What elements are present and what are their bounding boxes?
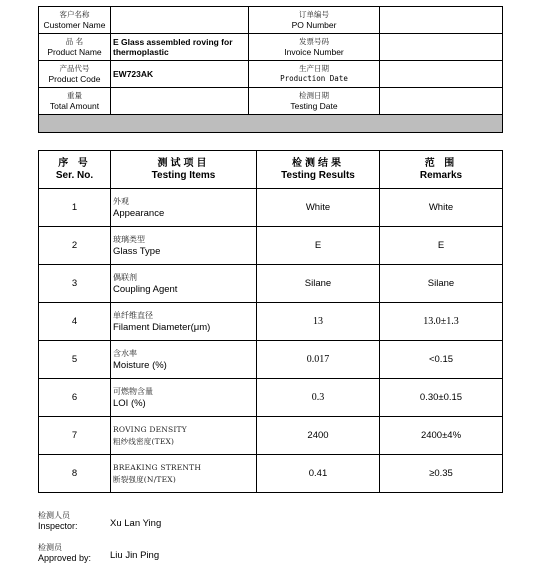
product-code-label-cn: 产品代号: [59, 64, 90, 73]
ser-no-cell: 3: [39, 265, 111, 303]
testing-item-cell: [111, 417, 257, 455]
inspector-label-en: Inspector:: [38, 521, 78, 531]
ser-no-cell: 2: [39, 227, 111, 265]
item-name-cn: 可燃物含量: [113, 386, 153, 396]
testing-result-cell: Silane: [257, 265, 380, 303]
product-name-value: E Glass assembled roving for thermoplastic: [111, 34, 249, 61]
gray-separator-row: [39, 115, 503, 133]
table-row: [39, 189, 503, 227]
remark-cell: E: [380, 227, 503, 265]
table-row: [39, 341, 503, 379]
item-name-secondary: 粗纱线密度(TEX): [113, 436, 175, 446]
production-date-label-cn: 生产日期: [299, 64, 329, 73]
item-name-cn: 单纤维直径: [113, 310, 153, 320]
item-name-cn: 含水率: [113, 348, 137, 358]
testing-date-value: [380, 88, 503, 115]
testing-item-cell: [111, 189, 257, 227]
col-header-testing-items-en: Testing Items: [151, 169, 216, 181]
product-code-value: EW723AK: [111, 61, 249, 88]
po-number-label: [249, 7, 380, 34]
item-name-cn: 玻璃类型: [113, 234, 145, 244]
testing-date-label: [249, 88, 380, 115]
gray-separator-bar: [39, 115, 503, 133]
testing-result-cell: White: [257, 189, 380, 227]
item-name-primary: BREAKING STRENTH: [113, 462, 202, 472]
invoice-number-value: [380, 34, 503, 61]
testing-item-cell: [111, 227, 257, 265]
col-header-ser-no-cn: 序 号: [58, 157, 91, 169]
col-header-remarks: [380, 151, 503, 189]
testing-result-cell: E: [257, 227, 380, 265]
product-name-label-cn: 品 名: [65, 37, 84, 46]
table-row: [39, 379, 503, 417]
invoice-number-label-cn: 发票号码: [299, 37, 329, 46]
item-name-secondary: 断裂强度(N/TEX): [113, 474, 176, 484]
col-header-testing-results-cn: 检测结果: [292, 157, 344, 169]
ser-no-cell: 5: [39, 341, 111, 379]
testing-date-label-cn: 检测日期: [299, 91, 329, 100]
item-name-en: Filament Diameter(μm): [113, 321, 211, 333]
table-row: [39, 265, 503, 303]
remark-cell: Silane: [380, 265, 503, 303]
remark-cell: White: [380, 189, 503, 227]
table-row: [39, 417, 503, 455]
approver-name: Liu Jin Ping: [110, 550, 160, 561]
customer-name-label: [39, 7, 111, 34]
testing-result-cell: 13: [257, 303, 380, 341]
table-row: [39, 455, 503, 493]
production-date-value: [380, 61, 503, 88]
product-code-row: [39, 61, 503, 88]
col-header-remarks-cn: 范 围: [424, 157, 458, 169]
approver-label-en: Approved by:: [38, 553, 92, 563]
invoice-number-label: [249, 34, 380, 61]
testing-result-cell: 0.017: [257, 341, 380, 379]
testing-items-table: [38, 150, 503, 493]
approver-label: [38, 542, 104, 564]
table-row: [39, 303, 503, 341]
item-name-cn: 外观: [113, 196, 129, 206]
customer-name-value: [111, 7, 249, 34]
col-header-remarks-en: Remarks: [419, 169, 463, 181]
testing-item-cell: [111, 341, 257, 379]
testing-item-cell: [111, 455, 257, 493]
invoice-number-label-en: Invoice Number: [284, 47, 344, 57]
ser-no-cell: 1: [39, 189, 111, 227]
col-header-ser-no-en: Ser. No.: [55, 169, 94, 181]
remark-cell: 2400±4%: [380, 417, 503, 455]
item-name-cn: 偶联剂: [113, 272, 137, 282]
po-number-value: [380, 7, 503, 34]
product-name-label-en: Product Name: [47, 47, 102, 57]
item-name-en: Moisture (%): [113, 359, 167, 371]
remark-cell: 0.30±0.15: [380, 379, 503, 417]
total-amount-value: [111, 88, 249, 115]
customer-name-row: [39, 7, 503, 34]
total-amount-row: [39, 88, 503, 115]
column-header-row: [39, 151, 503, 189]
item-name-en: Coupling Agent: [113, 283, 178, 295]
production-date-label: [249, 61, 380, 88]
inspector-name: Xu Lan Ying: [110, 518, 162, 529]
item-name-en: LOI (%): [113, 397, 146, 409]
product-name-row: [39, 34, 503, 61]
inspector-label-cn: 检测人员: [38, 511, 70, 520]
item-name-en: Glass Type: [113, 245, 161, 257]
col-header-testing-items: [111, 151, 257, 189]
testing-result-cell: 0.41: [257, 455, 380, 493]
remark-cell: 13.0±1.3: [380, 303, 503, 341]
ser-no-cell: 8: [39, 455, 111, 493]
product-code-label: [39, 61, 111, 88]
ser-no-cell: 6: [39, 379, 111, 417]
testing-date-label-en: Testing Date: [290, 101, 338, 111]
ser-no-cell: 4: [39, 303, 111, 341]
customer-name-label-cn: 客户名称: [59, 10, 90, 19]
total-amount-label: [39, 88, 111, 115]
testing-result-cell: 2400: [257, 417, 380, 455]
col-header-testing-items-cn: 测试项目: [157, 157, 210, 169]
customer-name-label-en: Customer Name: [43, 20, 106, 30]
col-header-testing-results-en: Testing Results: [281, 169, 355, 181]
table-row: [39, 227, 503, 265]
col-header-testing-results: [257, 151, 380, 189]
item-name-en: Appearance: [113, 207, 165, 219]
ser-no-cell: 7: [39, 417, 111, 455]
total-amount-label-cn: 重量: [67, 91, 82, 100]
testing-item-cell: [111, 303, 257, 341]
product-name-label: [39, 34, 111, 61]
item-name-primary: ROVING DENSITY: [113, 424, 187, 434]
testing-result-cell: 0.3: [257, 379, 380, 417]
po-number-label-cn: 订单编号: [299, 10, 329, 19]
total-amount-label-en: Total Amount: [49, 101, 100, 111]
approver-label-cn: 检测员: [38, 543, 62, 552]
production-date-label-en: Production Date: [280, 74, 348, 83]
testing-item-cell: [111, 265, 257, 303]
header-info-table: [38, 6, 503, 133]
po-number-label-en: PO Number: [291, 20, 337, 30]
remark-cell: ≥0.35: [380, 455, 503, 493]
inspector-label: [38, 510, 104, 532]
col-header-ser-no: [39, 151, 111, 189]
testing-item-cell: [111, 379, 257, 417]
remark-cell: <0.15: [380, 341, 503, 379]
product-code-label-en: Product Code: [48, 74, 101, 84]
